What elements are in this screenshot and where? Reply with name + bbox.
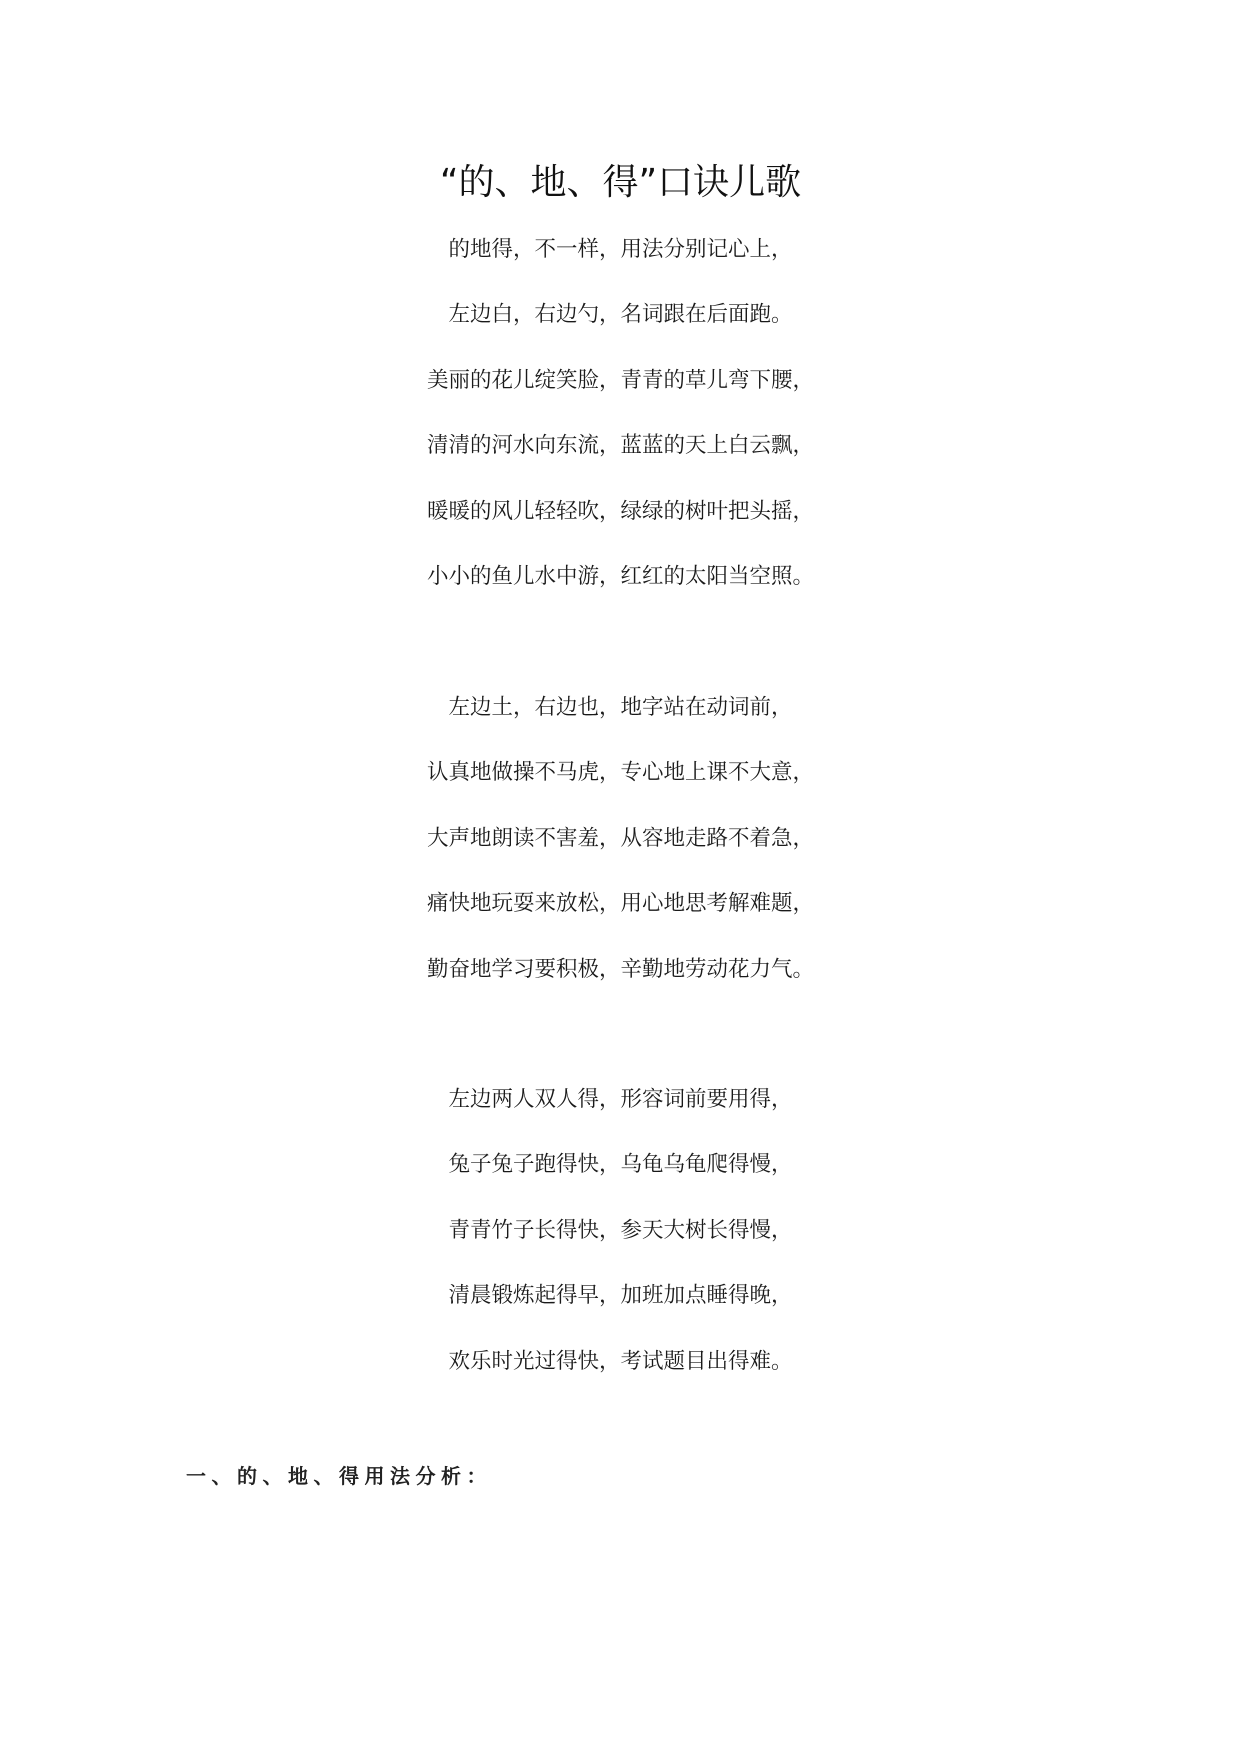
rhyme-stanza-de2 bbox=[0, 1067, 1241, 1394]
page-title: “的、地、得”口诀儿歌 bbox=[439, 162, 802, 203]
rhyme-line: 欢乐时光过得快，考试题目出得难。 bbox=[448, 1348, 793, 1374]
rhyme-line: 美丽的花儿绽笑脸，青青的草儿弯下腰， bbox=[426, 367, 814, 393]
rhyme-line: 暖暖的风儿轻轻吹，绿绿的树叶把头摇， bbox=[426, 498, 814, 524]
rhyme-stanza-di bbox=[0, 675, 1241, 1002]
rhyme-line: 的地得，不一样，用法分别记心上， bbox=[448, 237, 793, 262]
rhyme-line: 左边土，右边也，地字站在动词前， bbox=[448, 695, 793, 720]
rhyme-line: 清晨锻炼起得早，加班加点睡得晚， bbox=[448, 1283, 793, 1309]
rhyme-stanza-de bbox=[0, 217, 1241, 609]
rhyme-line: 左边白，右边勺，名词跟在后面跑。 bbox=[448, 302, 793, 328]
rhyme-line: 大声地朗读不害羞，从容地走路不着急， bbox=[426, 825, 814, 851]
rhyme-line: 勤奋地学习要积极，辛勤地劳动花力气。 bbox=[426, 956, 814, 982]
rhyme-line: 青青竹子长得快，参天大树长得慢， bbox=[448, 1217, 793, 1243]
rhyme-line: 兔子兔子跑得快，乌龟乌龟爬得慢， bbox=[448, 1152, 793, 1178]
section-heading: 一、的、地、得用法分析： bbox=[186, 1464, 492, 1488]
rhyme-line: 清清的河水向东流，蓝蓝的天上白云飘， bbox=[426, 433, 814, 459]
rhyme-line: 认真地做操不马虎，专心地上课不大意， bbox=[426, 760, 814, 786]
rhyme-line: 左边两人双人得，形容词前要用得， bbox=[448, 1087, 793, 1112]
rhyme-line: 小小的鱼儿水中游，红红的太阳当空照。 bbox=[426, 563, 814, 589]
rhyme-line: 痛快地玩耍来放松，用心地思考解难题， bbox=[426, 891, 814, 917]
